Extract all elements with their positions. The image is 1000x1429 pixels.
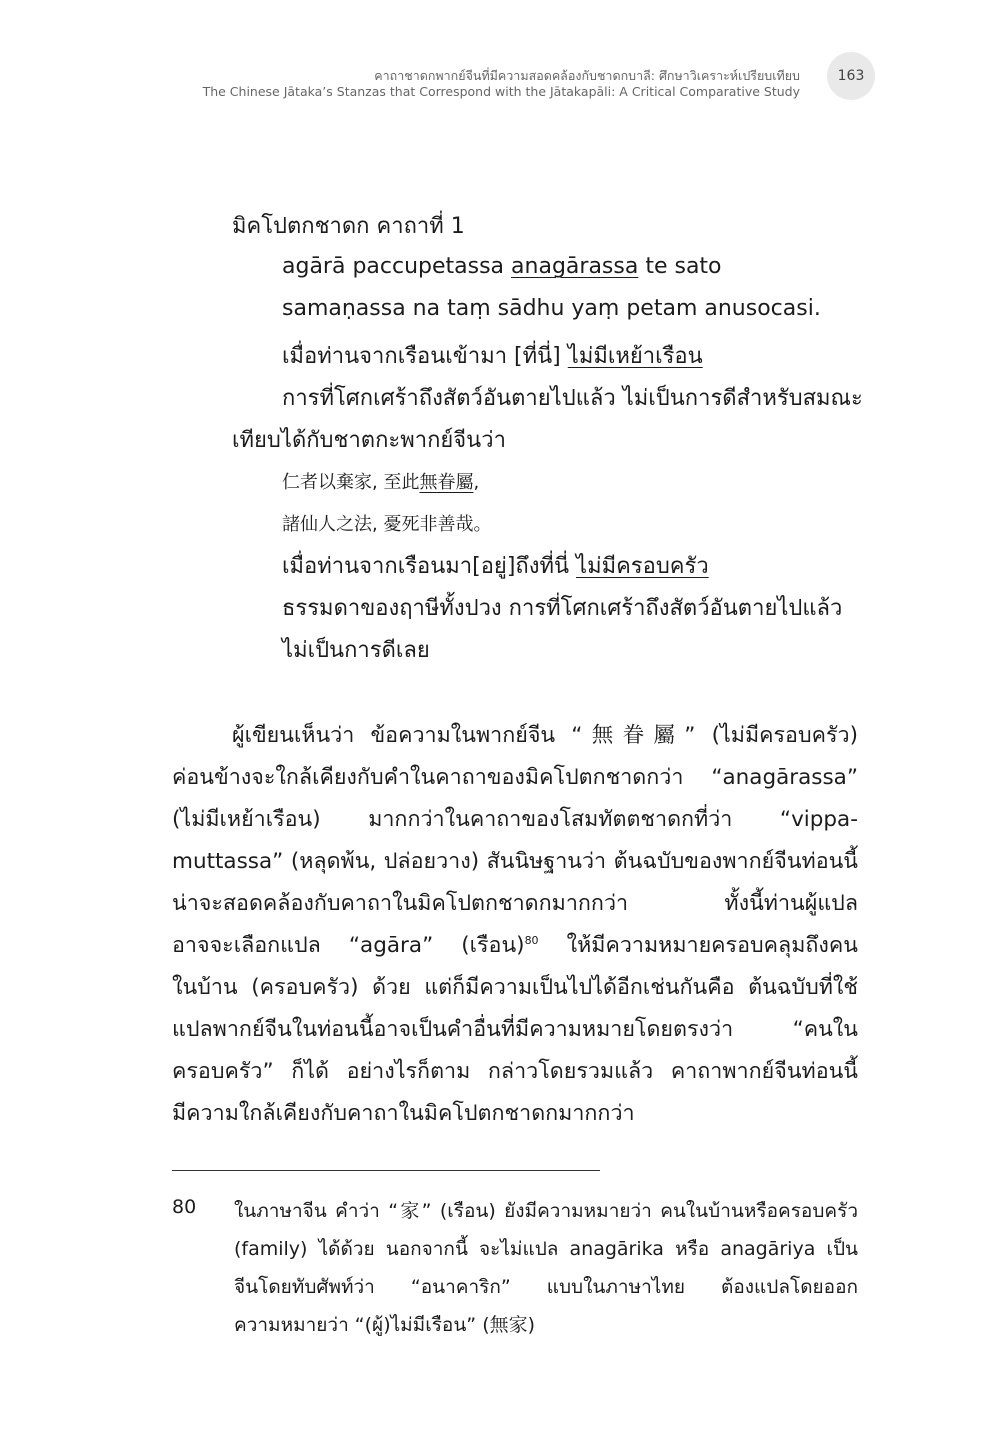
paragraph-line-3: (ไม่มีเหย้าเรือน) มากกว่าในคาถาของโสมทัตตชาดกที่ว่า “vippa- — [172, 807, 858, 832]
pali-line-2: samaṇassa na taṃ sādhu yaṃ petam anusocasi. — [282, 296, 821, 321]
paragraph-line-1: ผู้เขียนเห็นว่า ข้อความในพากย์จีน “無眷屬” (ไม่มีครอบครัว) — [232, 723, 858, 748]
pali-line-1 — [282, 254, 722, 279]
footnote-line-2: (family) ได้ด้วย นอกจากนี้ จะไม่แปล anagārika หรือ anagāriya เป็น — [234, 1238, 858, 1260]
footnote-number: 80 — [172, 1196, 197, 1218]
paragraph-line-10: มีความใกล้เคียงกับคาถาในมิคโปตกชาดกมากกว่า — [172, 1101, 635, 1126]
footnote-divider — [172, 1170, 600, 1171]
running-header — [203, 68, 800, 100]
chinese-translation-line-1 — [282, 548, 709, 583]
chinese-underlined-term: 無眷屬 — [419, 472, 474, 493]
comparison-intro: เทียบได้กับชาตกะพากย์จีนว่า — [232, 428, 506, 453]
paragraph-line-6-end: ให้มีความหมายครอบคลุมถึงคน — [538, 933, 858, 958]
pali-translation-line-1 — [282, 338, 703, 373]
paragraph-line-9: ครอบครัว” ก็ได้ อย่างไรก็ตาม กล่าวโดยรวมแล้ว คาถาพากย์จีนท่อนนี้ — [172, 1059, 858, 1084]
header-title-english: The Chinese Jātaka’s Stanzas that Correspond with the Jātakapāli: A Critical Comparative Study — [202, 84, 800, 99]
page-number-badge — [827, 52, 875, 100]
footnote-line-4: ความหมายว่า “(ผู้)ไม่มีเรือน” (無家) — [234, 1314, 536, 1336]
paragraph-line-2: ค่อนข้างจะใกล้เคียงกับคำในคาถาของมิคโปตกชาดกว่า “anagārassa” — [172, 765, 858, 790]
chinese-line-1-end: , — [473, 472, 480, 493]
page-number: 163 — [837, 68, 865, 84]
chinese-translation-line-3: ไม่เป็นการดีเลย — [282, 638, 430, 663]
paragraph-line-8: แปลพากย์จีนในท่อนนี้อาจเป็นคำอื่นที่มีความหมายโดยตรงว่า “คนใน — [172, 1017, 858, 1042]
pali-line-1-end: te sato — [638, 254, 722, 279]
pali-translation-line-2: การที่โศกเศร้าถึงสัตว์อันตายไปแล้ว ไม่เป็นการดีสำหรับสมณะ — [282, 386, 863, 411]
pali-underlined-term: anagārassa — [511, 254, 639, 279]
paragraph-line-6-start: อาจจะเลือกแปล “agāra” (เรือน) — [172, 933, 525, 958]
footnote-line-1: ในภาษาจีน คำว่า “家” (เรือน) ยังมีความหมายว่า คนในบ้านหรือครอบครัว — [234, 1200, 858, 1222]
chinese-line-2: 諸仙人之法, 憂死非善哉。 — [282, 514, 492, 535]
chinese-translation-underlined: ไม่มีครอบครัว — [576, 554, 709, 579]
section-heading: มิคโปตกชาดก คาถาที่ 1 — [232, 214, 465, 239]
chinese-translation-line-2: ธรรมดาของฤาษีทั้งปวง การที่โศกเศร้าถึงสัตว์อันตายไปแล้ว — [282, 596, 843, 621]
pali-translation-underlined: ไม่มีเหย้าเรือน — [567, 344, 703, 369]
chinese-line-1-start: 仁者以棄家, 至此 — [282, 472, 420, 493]
chinese-translation-line-1-start: เมื่อท่านจากเรือนมา[อยู่]ถึงที่นี่ — [282, 554, 577, 579]
paragraph-line-7: ในบ้าน (ครอบครัว) ด้วย แต่ก็มีความเป็นไปได้อีกเช่นกันคือ ต้นฉบับที่ใช้ — [172, 975, 858, 1000]
footnote-line-3: จีนโดยทับศัพท์ว่า “อนาคาริก” แบบในภาษาไทย ต้องแปลโดยออก — [234, 1276, 858, 1298]
paragraph-line-4: muttassa” (หลุดพ้น, ปล่อยวาง) สันนิษฐานว่า ต้นฉบับของพากย์จีนท่อนนี้ — [172, 849, 858, 874]
header-title-thai: คาถาชาดกพากย์จีนที่มีความสอดคล้องกับชาดกบาลี: ศึกษาวิเคราะห์เปรียบเทียบ — [374, 68, 800, 83]
footnote-reference[interactable]: 80 — [524, 933, 539, 947]
pali-translation-line-1-start: เมื่อท่านจากเรือนเข้ามา [ที่นี่] — [282, 344, 568, 369]
pali-line-1-start: agārā paccupetassa — [282, 254, 512, 279]
paragraph-line-6 — [172, 928, 858, 962]
chinese-line-1 — [282, 468, 479, 494]
paragraph-line-5: น่าจะสอดคล้องกับคาถาในมิคโปตกชาดกมากกว่า ทั้งนี้ท่านผู้แปล — [172, 891, 858, 916]
